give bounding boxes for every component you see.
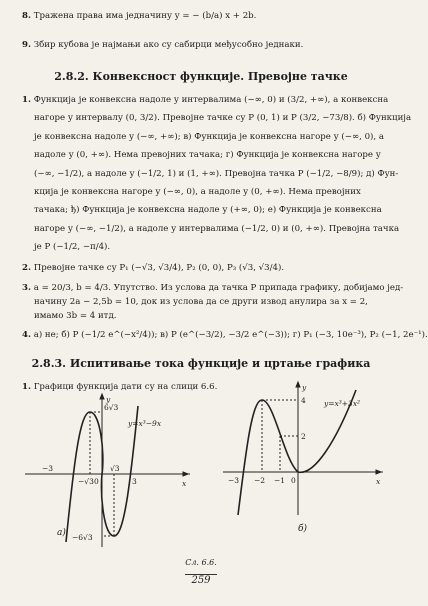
text-line (34, 187, 394, 197)
item-8 (22, 11, 382, 21)
section-title: 2.8.3. Испитивање тока функције и цртање графика (31, 357, 371, 370)
item-number: 3. (22, 283, 31, 293)
page-number-text: 259 (185, 574, 216, 586)
item-text: надоле у (0, +∞). Нема превојних тачака; г) Функција је конвексна нагоре у (34, 150, 381, 161)
figure-b-label: б) (298, 524, 308, 534)
item-4 (22, 330, 428, 340)
section-title: 2.8.2. Конвексност функције. Превојне тачке (54, 70, 348, 83)
item-text: Тражена права има једначину y = − (b/a) x + 2b. (33, 11, 257, 21)
text-line (34, 223, 400, 234)
tick-x-negroot3: −√3 (78, 477, 94, 486)
figure-a-label: а) (57, 528, 66, 538)
item-text: Збир кубова је најмањи ако су сабирци међусобно једнаки. (33, 40, 304, 50)
tick-x-neg2: −2 (254, 476, 266, 485)
tick-y-top: 6√3 (104, 403, 119, 412)
item-number: 8. (22, 11, 31, 21)
item-text: Графици функција дати су на слици 6.6. (33, 382, 218, 392)
item-number: 9. (22, 40, 31, 50)
item-number: 4. (22, 330, 31, 340)
tick-y-bot: −6√3 (72, 533, 93, 542)
tick-y-4: 4 (301, 396, 306, 405)
item-text: је конвексна надоле у (−∞, +∞); в) Функција је конвексна нагоре у (−∞, 0), а (34, 131, 384, 142)
item-9 (22, 40, 382, 50)
item-text: нагоре у интервалу (0, 3/2). Превојне тачке су P (0, 1) и P (3/2, −73/8). б) Функција (34, 113, 412, 124)
text-line (34, 132, 394, 142)
tick-x-neg3: −3 (42, 464, 54, 473)
item-text: начину 2a − 2,5b = 10, док из услова да се други извод анулира за x = 2, (34, 297, 368, 307)
text-line (22, 283, 404, 293)
text-line (34, 205, 394, 215)
tick-y-2: 2 (301, 432, 306, 441)
tick-x-3: 3 (132, 477, 137, 486)
curve-b (238, 390, 356, 515)
text-line (34, 297, 394, 307)
page-number (0, 575, 402, 586)
item-text: a = 20/3, b = 4/3. Упутство. Из услова да тачка P припада графику, добијамо јед- (33, 283, 404, 293)
text-line (34, 150, 394, 160)
axis-arrows (296, 382, 381, 474)
y-axis-label: y (302, 383, 307, 392)
item-text: Функција је конвексна надоле у интервалима (−∞, 0) и (3/2, +∞), а конвексна (33, 95, 389, 105)
item-text: а) не; б) P (−1/2 e^(−x²/4)); в) P (e^(−3/2), −3/2 e^(−3)); г) P₁ (−3, 10e⁻³), P₂ (−1, 2e⁻¹). (33, 330, 428, 340)
tick-x-zero: 0 (94, 477, 99, 486)
tick-x-neg3: −3 (228, 476, 240, 485)
text-line (22, 95, 389, 105)
item-number: 2. (22, 263, 31, 273)
item-text: нагоре у (−∞, −1/2), а надоле у интервалима (−1/2, 0) и (0, +∞). Превојна тачка (34, 223, 400, 234)
item-2 (22, 263, 382, 273)
item-text: (−∞, −1/2), а надоле у (−1/2, 1) и (1, +∞). Превојна тачка P (−1/2, −8/9); д) Фун- (34, 168, 399, 179)
function-label: y=x³−9x (128, 419, 162, 428)
text-line (34, 311, 394, 321)
figure-b (218, 380, 388, 520)
x-axis-label: x (182, 479, 187, 488)
function-label: y=x³+3x² (324, 399, 361, 408)
item-text: је P (−1/2, −π/4). (34, 242, 111, 253)
item-text: тачака; ђ) Функција је конвексна надоле у (+∞, 0); е) Функција је конвексна (34, 205, 382, 216)
item-number: 1. (22, 382, 31, 392)
text-line (34, 168, 399, 179)
figure-caption: Сл. 6.6. (185, 558, 217, 567)
figure-a (20, 392, 195, 552)
y-axis-label: y (106, 395, 111, 404)
tick-x-neg1: −1 (274, 476, 286, 485)
text-line (34, 242, 394, 252)
item-text: Превојне тачке су P₁ (−√3, √3/4), P₂ (0, 0), P₃ (√3, √3/4). (33, 263, 285, 273)
item-text: имамо 3b = 4 итд. (34, 311, 117, 321)
item-text: кција је конвексна нагоре у (−∞, 0), а надоле у (0, +∞). Нема превојних (34, 187, 361, 197)
tick-x-zero: 0 (291, 476, 296, 485)
text-line (34, 113, 412, 124)
item-number: 1. (22, 95, 31, 105)
x-axis-label: x (376, 477, 381, 486)
tick-x-root3: √3 (110, 464, 120, 473)
